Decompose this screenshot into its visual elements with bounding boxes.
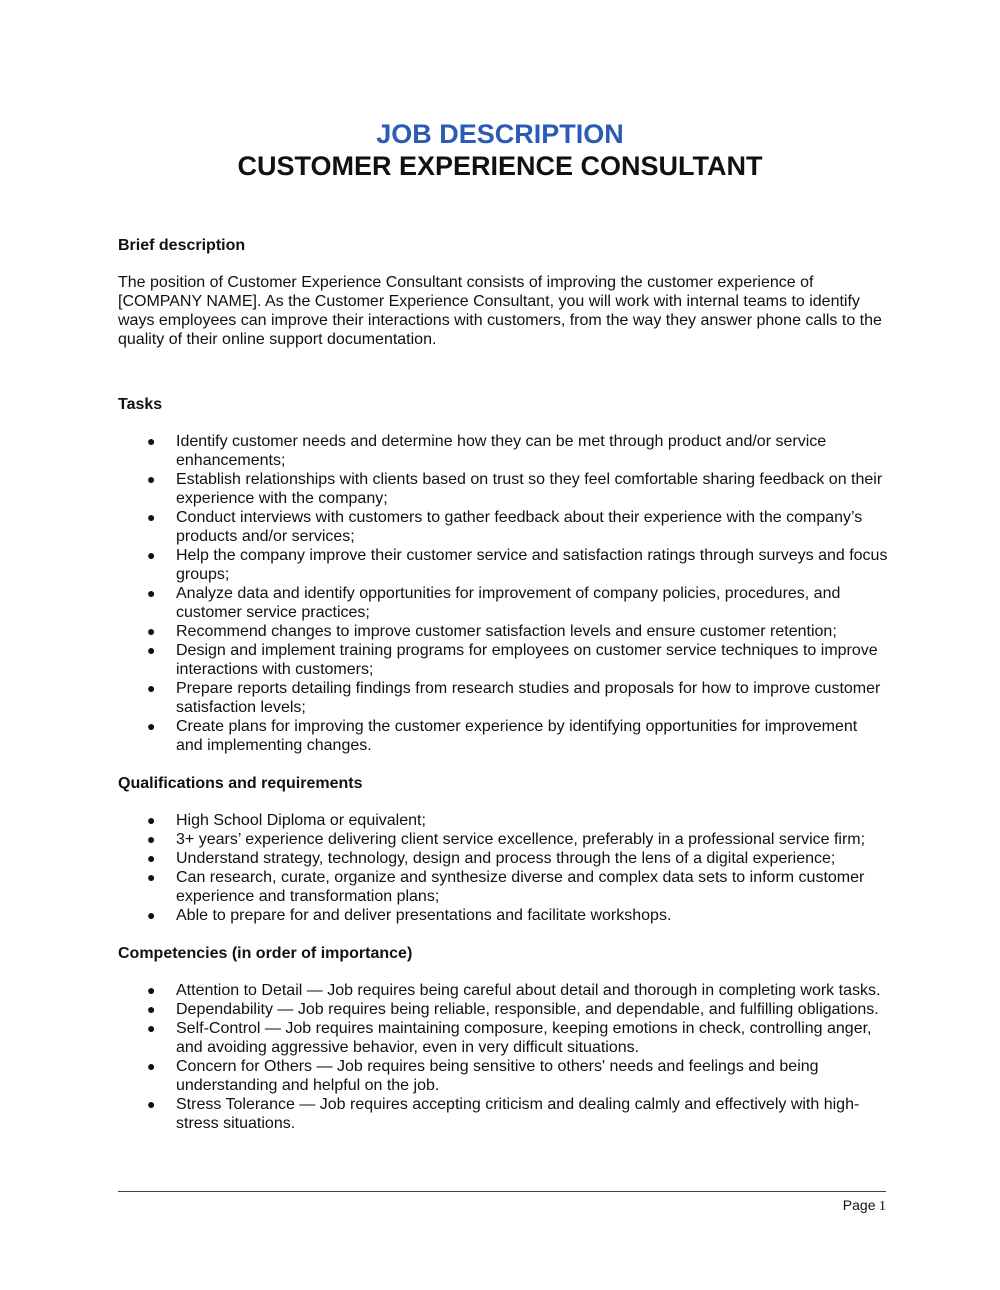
bullet-icon: ● [147,433,156,449]
list-item [118,1000,888,1019]
list-item [118,981,888,1000]
list-item [118,584,888,622]
list-item-text: 3+ years’ experience delivering client service excellence, preferably in a professional service firm; [176,831,866,848]
list-item [118,906,888,925]
list-item-text: Help the company improve their customer service and satisfaction ratings through surveys and focus groups; [176,547,888,583]
bullet-icon: ● [147,869,156,885]
bullet-icon: ● [147,812,156,828]
list-item [118,811,888,830]
list-item-text: Concern for Others — Job requires being sensitive to others' needs and feelings and being understanding and helpful on the job. [176,1058,819,1094]
list-item-text: Understand strategy, technology, design and process through the lens of a digital experience; [176,850,836,867]
list-item-text: Can research, curate, organize and synthesize diverse and complex data sets to inform customer experience and transformation plans; [176,869,865,905]
list-item-text: Design and implement training programs for employees on customer service techniques to improve interactions with customers; [176,642,878,678]
title-block [0,118,1000,182]
qualifications-heading: Qualifications and requirements [118,775,363,792]
list-item-text: Identify customer needs and determine how they can be met through product and/or service enhancements; [176,433,827,469]
page-number [843,1197,886,1215]
bullet-icon: ● [147,907,156,923]
job-title-heading: CUSTOMER EXPERIENCE CONSULTANT [237,151,763,181]
list-item-text: Prepare reports detailing findings from research studies and proposals for how to improve customer satisfaction levels; [176,680,881,716]
list-item [118,1095,888,1133]
list-item-text: High School Diploma or equivalent; [176,812,426,829]
bullet-icon: ● [147,509,156,525]
bullet-icon: ● [147,718,156,734]
brief-description-heading: Brief description [118,237,246,254]
list-item [118,1019,888,1057]
bullet-icon: ● [147,642,156,658]
bullet-icon: ● [147,850,156,866]
list-item-text: Self-Control — Job requires maintaining composure, keeping emotions in check, controlling anger, and avoiding aggressive behavior, even in very difficult situations. [176,1020,872,1056]
list-item-text: Attention to Detail — Job requires being careful about detail and thorough in completing work tasks. [176,982,881,999]
bullet-icon: ● [147,1058,156,1074]
list-item [118,679,888,717]
list-item [118,1057,888,1095]
list-item [118,546,888,584]
list-item-text: Establish relationships with clients based on trust so they feel comfortable sharing feedback on their experience with the company; [176,471,883,507]
list-item [118,641,888,679]
list-item-text: Dependability — Job requires being reliable, responsible, and dependable, and fulfilling obligations. [176,1001,879,1018]
list-item [118,622,888,641]
bullet-icon: ● [147,585,156,601]
list-item-text: Conduct interviews with customers to gather feedback about their experience with the company’s products and/or services; [176,509,863,545]
list-item [118,830,888,849]
bullet-icon: ● [147,1001,156,1017]
bullet-icon: ● [147,547,156,563]
bullet-icon: ● [147,623,156,639]
bullet-icon: ● [147,1096,156,1112]
bullet-icon: ● [147,471,156,487]
page-label: Page [842,1197,876,1213]
competencies-heading: Competencies (in order of importance) [118,945,413,962]
list-item [118,470,888,508]
footer-divider [118,1191,886,1192]
document-body [118,236,888,1133]
list-item [118,508,888,546]
list-item-text: Stress Tolerance — Job requires accepting criticism and dealing calmly and effectively with high-stress situations. [176,1096,860,1132]
document-type-heading: JOB DESCRIPTION [376,119,624,149]
list-item [118,868,888,906]
brief-description-text: The position of Customer Experience Consultant consists of improving the customer experience of [COMPANY NAME]. As the Customer Experience Consultant, you will work with internal teams to identify ways employees can improve their interactions with customers, from the way they answer phone calls to the quality of their online support documentation. [118,274,882,348]
list-item-text: Analyze data and identify opportunities for improvement of company policies, procedures, and customer service practices; [176,585,841,621]
tasks-heading: Tasks [118,396,163,413]
bullet-icon: ● [147,1020,156,1036]
bullet-icon: ● [147,982,156,998]
bullet-icon: ● [147,831,156,847]
list-item-text: Create plans for improving the customer experience by identifying opportunities for improvement and implementing changes. [176,718,858,754]
qualifications-list [118,811,888,925]
list-item [118,849,888,868]
list-item-text: Able to prepare for and deliver presentations and facilitate workshops. [176,907,672,924]
page-number-value: 1 [879,1199,886,1214]
tasks-list [118,432,888,755]
list-item-text: Recommend changes to improve customer satisfaction levels and ensure customer retention; [176,623,837,640]
list-item [118,717,888,755]
competencies-list [118,981,888,1133]
bullet-icon: ● [147,680,156,696]
list-item [118,432,888,470]
